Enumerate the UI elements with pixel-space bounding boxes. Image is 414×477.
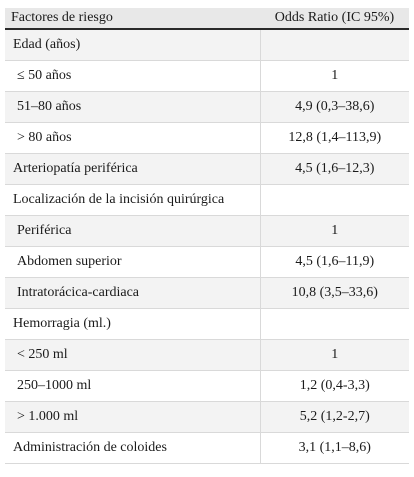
row-value: 10,8 (3,5–33,6)	[260, 278, 409, 309]
table-row	[5, 247, 409, 278]
risk-factors-table-container	[5, 8, 409, 464]
row-label: > 1.000 ml	[5, 402, 260, 433]
table-row	[5, 154, 409, 185]
table-row	[5, 309, 409, 340]
table-row	[5, 123, 409, 154]
row-label: Edad (años)	[5, 29, 260, 61]
table-row	[5, 61, 409, 92]
row-label: > 80 años	[5, 123, 260, 154]
row-label: Administración de coloides	[5, 433, 260, 464]
table-row	[5, 433, 409, 464]
row-label: Periférica	[5, 216, 260, 247]
row-label: < 250 ml	[5, 340, 260, 371]
table-row	[5, 216, 409, 247]
row-label: Hemorragia (ml.)	[5, 309, 260, 340]
row-label: Arteriopatía periférica	[5, 154, 260, 185]
row-value: 1	[260, 61, 409, 92]
row-label: Intratorácica-cardiaca	[5, 278, 260, 309]
row-value: 4,9 (0,3–38,6)	[260, 92, 409, 123]
header-risk-factors: Factores de riesgo	[5, 8, 260, 29]
row-value	[260, 309, 409, 340]
row-value: 5,2 (1,2-2,7)	[260, 402, 409, 433]
row-value: 1,2 (0,4-3,3)	[260, 371, 409, 402]
table-row	[5, 278, 409, 309]
row-label: Localización de la incisión quirúrgica	[5, 185, 260, 216]
table-row	[5, 402, 409, 433]
row-value	[260, 29, 409, 61]
row-label: Abdomen superior	[5, 247, 260, 278]
row-value: 12,8 (1,4–113,9)	[260, 123, 409, 154]
row-value: 4,5 (1,6–12,3)	[260, 154, 409, 185]
table-row	[5, 340, 409, 371]
table-row	[5, 371, 409, 402]
row-value: 3,1 (1,1–8,6)	[260, 433, 409, 464]
row-value	[260, 185, 409, 216]
row-label: ≤ 50 años	[5, 61, 260, 92]
table-row	[5, 185, 409, 216]
table-row	[5, 92, 409, 123]
row-value: 1	[260, 216, 409, 247]
table-row	[5, 29, 409, 61]
table-header-row	[5, 8, 409, 29]
row-value: 1	[260, 340, 409, 371]
row-value: 4,5 (1,6–11,9)	[260, 247, 409, 278]
header-odds-ratio: Odds Ratio (IC 95%)	[260, 8, 409, 29]
row-label: 250–1000 ml	[5, 371, 260, 402]
risk-factors-table	[5, 8, 409, 464]
row-label: 51–80 años	[5, 92, 260, 123]
